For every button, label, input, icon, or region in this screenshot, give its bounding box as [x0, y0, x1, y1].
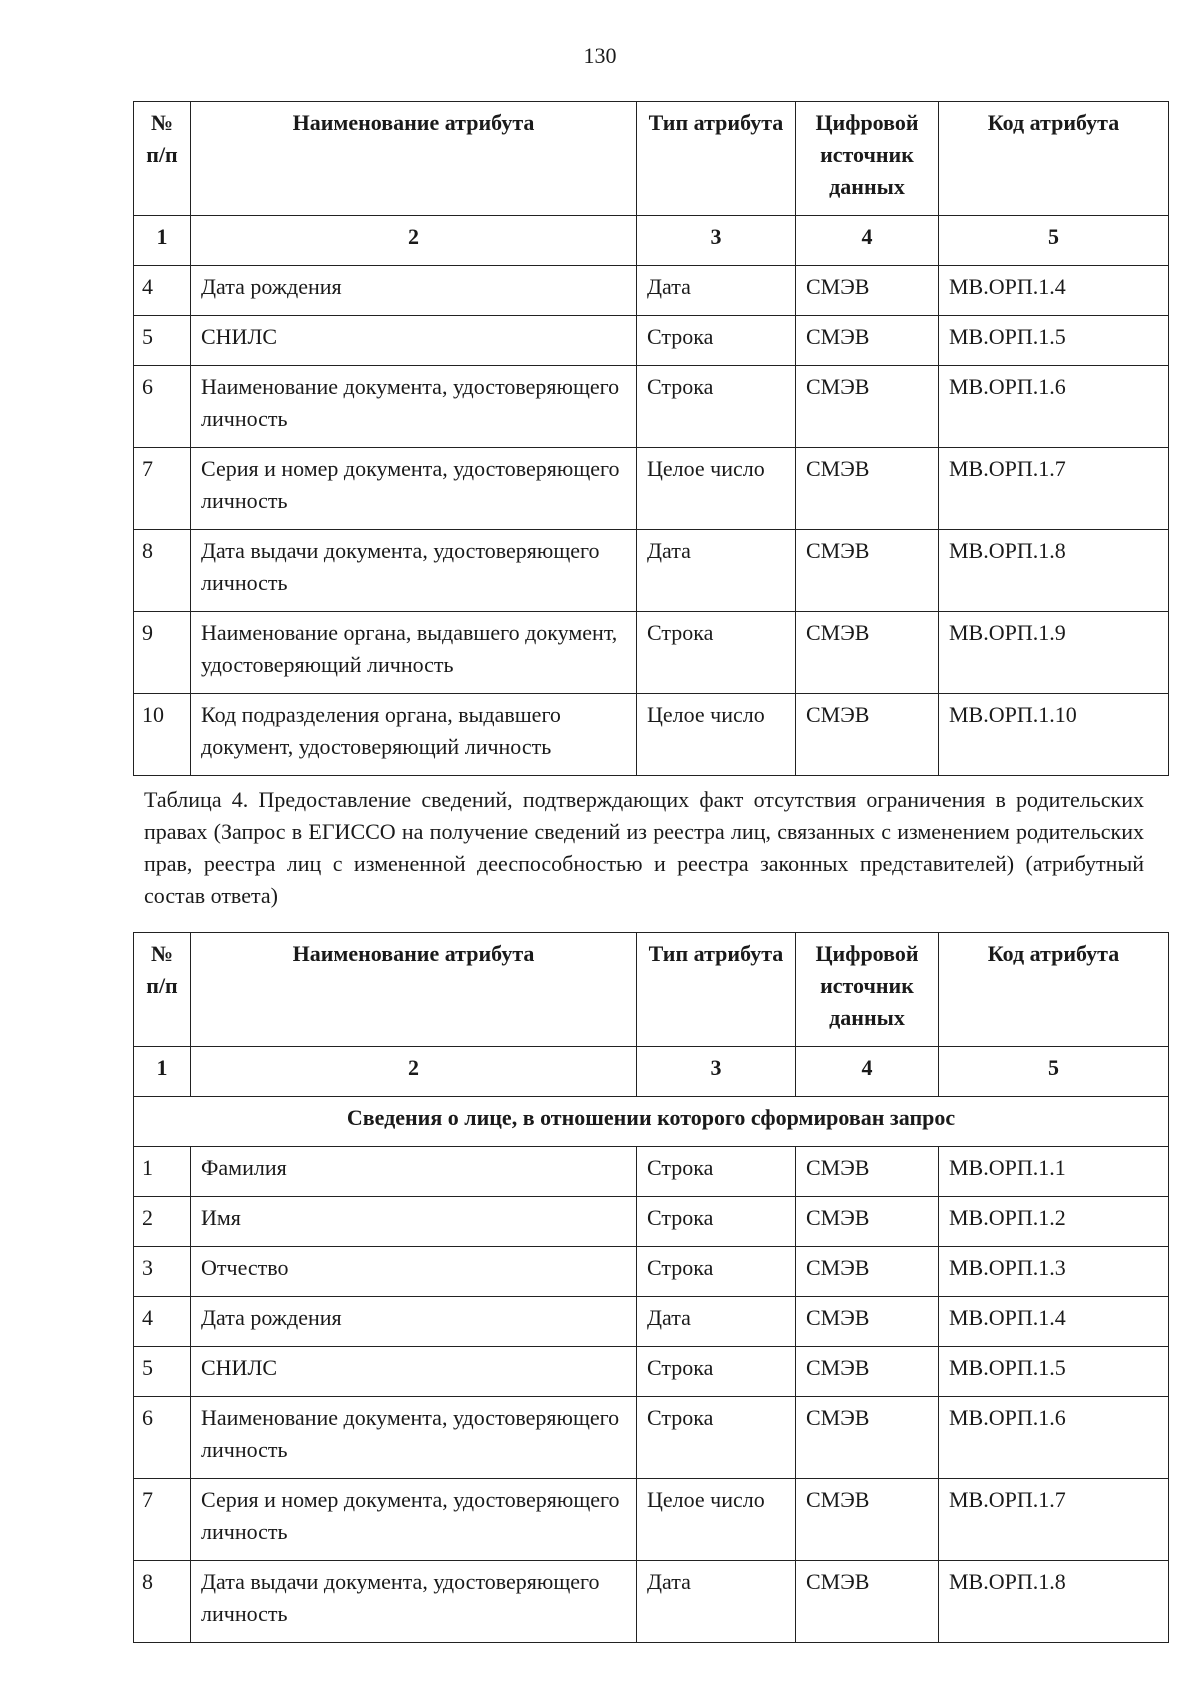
cell-source: СМЭВ	[796, 316, 939, 366]
cell-num: 8	[134, 530, 191, 612]
cell-type: Дата	[637, 1561, 796, 1643]
table-row	[134, 366, 1169, 448]
header-source: Цифровой источник данных	[796, 933, 939, 1047]
cell-type: Строка	[637, 1397, 796, 1479]
cell-code: МВ.ОРП.1.10	[939, 694, 1169, 776]
cell-type: Дата	[637, 266, 796, 316]
cell-name: Отчество	[191, 1247, 637, 1297]
cell-code: МВ.ОРП.1.8	[939, 1561, 1169, 1643]
cell-type: Целое число	[637, 1479, 796, 1561]
column-number: 5	[939, 216, 1169, 266]
header-name: Наименование атрибута	[191, 933, 637, 1047]
cell-code: МВ.ОРП.1.6	[939, 366, 1169, 448]
cell-source: СМЭВ	[796, 1347, 939, 1397]
cell-code: МВ.ОРП.1.7	[939, 1479, 1169, 1561]
table-row	[134, 1561, 1169, 1643]
cell-type: Строка	[637, 366, 796, 448]
cell-num: 5	[134, 316, 191, 366]
table-header-row	[134, 102, 1169, 216]
cell-type: Строка	[637, 1197, 796, 1247]
column-number: 5	[939, 1047, 1169, 1097]
cell-code: МВ.ОРП.1.5	[939, 316, 1169, 366]
cell-source: СМЭВ	[796, 448, 939, 530]
cell-type: Строка	[637, 612, 796, 694]
cell-name: СНИЛС	[191, 316, 637, 366]
cell-code: МВ.ОРП.1.9	[939, 612, 1169, 694]
column-number: 4	[796, 1047, 939, 1097]
header-code: Код атрибута	[939, 933, 1169, 1047]
cell-num: 6	[134, 1397, 191, 1479]
cell-num: 9	[134, 612, 191, 694]
cell-name: Дата рождения	[191, 266, 637, 316]
header-num: № п/п	[134, 102, 191, 216]
cell-source: СМЭВ	[796, 366, 939, 448]
cell-num: 4	[134, 1297, 191, 1347]
header-name: Наименование атрибута	[191, 102, 637, 216]
table-row	[134, 266, 1169, 316]
cell-source: СМЭВ	[796, 1297, 939, 1347]
cell-code: МВ.ОРП.1.6	[939, 1397, 1169, 1479]
section-row	[134, 1097, 1169, 1147]
table-row	[134, 694, 1169, 776]
cell-source: СМЭВ	[796, 1197, 939, 1247]
cell-type: Дата	[637, 530, 796, 612]
cell-name: Наименование документа, удостоверяющего личность	[191, 366, 637, 448]
column-number: 2	[191, 216, 637, 266]
cell-type: Целое число	[637, 448, 796, 530]
cell-source: СМЭВ	[796, 1561, 939, 1643]
cell-name: Дата рождения	[191, 1297, 637, 1347]
cell-code: МВ.ОРП.1.4	[939, 266, 1169, 316]
header-type: Тип атрибута	[637, 102, 796, 216]
cell-name: Фамилия	[191, 1147, 637, 1197]
table-row	[134, 1147, 1169, 1197]
header-source: Цифровой источник данных	[796, 102, 939, 216]
section-title: Сведения о лице, в отношении которого сформирован запрос	[134, 1097, 1169, 1147]
cell-code: МВ.ОРП.1.7	[939, 448, 1169, 530]
cell-type: Целое число	[637, 694, 796, 776]
column-number: 1	[134, 216, 191, 266]
cell-num: 4	[134, 266, 191, 316]
cell-code: МВ.ОРП.1.5	[939, 1347, 1169, 1397]
cell-num: 1	[134, 1147, 191, 1197]
cell-type: Строка	[637, 1247, 796, 1297]
cell-source: СМЭВ	[796, 266, 939, 316]
table-row	[134, 1197, 1169, 1247]
cell-name: Имя	[191, 1197, 637, 1247]
cell-num: 8	[134, 1561, 191, 1643]
column-number: 2	[191, 1047, 637, 1097]
cell-source: СМЭВ	[796, 1247, 939, 1297]
cell-source: СМЭВ	[796, 1397, 939, 1479]
header-code: Код атрибута	[939, 102, 1169, 216]
table-row	[134, 612, 1169, 694]
cell-type: Строка	[637, 316, 796, 366]
attributes-table-continued	[133, 101, 1169, 776]
table-row	[134, 1479, 1169, 1561]
table-row	[134, 448, 1169, 530]
cell-code: МВ.ОРП.1.3	[939, 1247, 1169, 1297]
table-row	[134, 316, 1169, 366]
table-row	[134, 1247, 1169, 1297]
cell-name: Наименование органа, выдавшего документ, удостоверяющий личность	[191, 612, 637, 694]
page-number: 130	[583, 43, 617, 68]
cell-source: СМЭВ	[796, 612, 939, 694]
cell-name: Дата выдачи документа, удостоверяющего личность	[191, 530, 637, 612]
cell-source: СМЭВ	[796, 1479, 939, 1561]
cell-code: МВ.ОРП.1.8	[939, 530, 1169, 612]
attributes-table-4	[133, 932, 1169, 1643]
table-header-row	[134, 933, 1169, 1047]
cell-num: 3	[134, 1247, 191, 1297]
cell-num: 6	[134, 366, 191, 448]
column-number: 1	[134, 1047, 191, 1097]
cell-name: Код подразделения органа, выдавшего документ, удостоверяющий личность	[191, 694, 637, 776]
cell-code: МВ.ОРП.1.4	[939, 1297, 1169, 1347]
cell-source: СМЭВ	[796, 1147, 939, 1197]
table-1-body	[134, 266, 1169, 776]
table-row	[134, 530, 1169, 612]
table-row	[134, 1347, 1169, 1397]
cell-num: 2	[134, 1197, 191, 1247]
cell-type: Дата	[637, 1297, 796, 1347]
column-number: 3	[637, 1047, 796, 1097]
cell-type: Строка	[637, 1147, 796, 1197]
column-number-row	[134, 216, 1169, 266]
cell-source: СМЭВ	[796, 530, 939, 612]
cell-name: Наименование документа, удостоверяющего личность	[191, 1397, 637, 1479]
cell-type: Строка	[637, 1347, 796, 1397]
cell-name: Серия и номер документа, удостоверяющего личность	[191, 448, 637, 530]
cell-name: Серия и номер документа, удостоверяющего личность	[191, 1479, 637, 1561]
header-num: № п/п	[134, 933, 191, 1047]
column-number: 3	[637, 216, 796, 266]
table-row	[134, 1297, 1169, 1347]
table-4-caption: Таблица 4. Предоставление сведений, подтверждающих факт отсутствия ограничения в родительских правах (Запрос в ЕГИССО на получение сведений из реестра лиц, связанных с изменением родительских прав, реестра лиц с измененной дееспособностью и реестра законных представителей) (атрибутный состав ответа)	[144, 787, 1144, 908]
cell-source: СМЭВ	[796, 694, 939, 776]
cell-name: СНИЛС	[191, 1347, 637, 1397]
column-number-row	[134, 1047, 1169, 1097]
cell-name: Дата выдачи документа, удостоверяющего личность	[191, 1561, 637, 1643]
cell-code: МВ.ОРП.1.2	[939, 1197, 1169, 1247]
cell-num: 7	[134, 1479, 191, 1561]
cell-num: 10	[134, 694, 191, 776]
cell-num: 5	[134, 1347, 191, 1397]
header-type: Тип атрибута	[637, 933, 796, 1047]
cell-num: 7	[134, 448, 191, 530]
table-2-body	[134, 1147, 1169, 1643]
column-number: 4	[796, 216, 939, 266]
table-row	[134, 1397, 1169, 1479]
cell-code: МВ.ОРП.1.1	[939, 1147, 1169, 1197]
